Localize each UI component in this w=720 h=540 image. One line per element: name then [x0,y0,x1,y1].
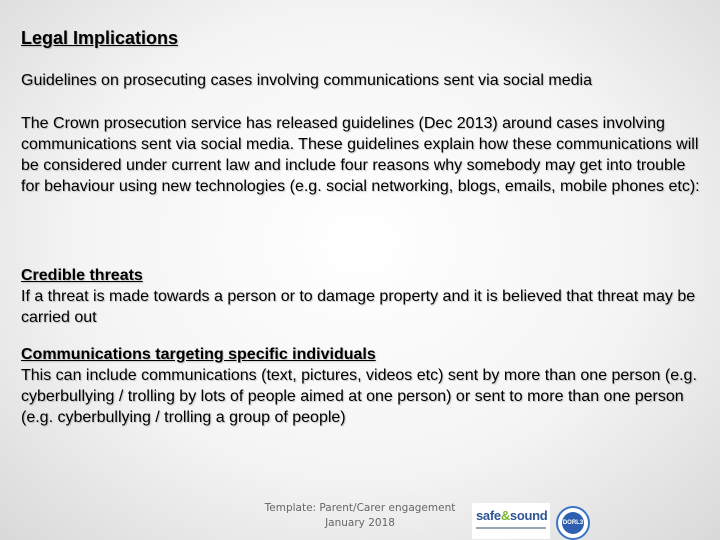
logo-ampersand: & [500,508,510,523]
page-title: Legal Implications [21,28,179,48]
logo-word-safe: safe [476,508,501,523]
footer-line-1: Template: Parent/Carer engagement [264,502,456,514]
section-body: If a threat is made towards a person or to damage property and it is believed that threat may be carried out [21,288,696,326]
safe-and-sound-logo [472,503,550,539]
intro-paragraph: The Crown prosecution service has released guidelines (Dec 2013) around cases involving communications sent via social media. These guidelines explain how these communications will be considered under current law and include four reasons why somebody may get into trouble for behaviour using new technologies (e.g. social networking, blogs, emails, mobile phones etc): [21,115,700,195]
footer-template-note [255,501,465,531]
footer-line-2: January 2018 [325,517,395,529]
partner-badge-logo [556,506,590,540]
safe-and-sound-wordmark [476,508,547,523]
section-body: This can include communications (text, pictures, videos etc) sent by more than one person (e.g. cyberbullying / trolling by lots of people aimed at one person) or sent to more than one person (e.g. cyberbullying / trolling a group of people) [21,367,697,426]
subtitle: Guidelines on prosecuting cases involving communications sent via social media [21,72,592,89]
partner-badge-text: DORL3 [562,512,584,534]
logo-word-sound: sound [509,508,548,523]
logo-tagline-line [476,527,546,529]
section-heading: Credible threats [21,267,143,284]
section-targeting-individuals [21,344,701,428]
section-credible-threats [21,265,701,328]
section-heading: Communications targeting specific individuals [21,346,376,363]
